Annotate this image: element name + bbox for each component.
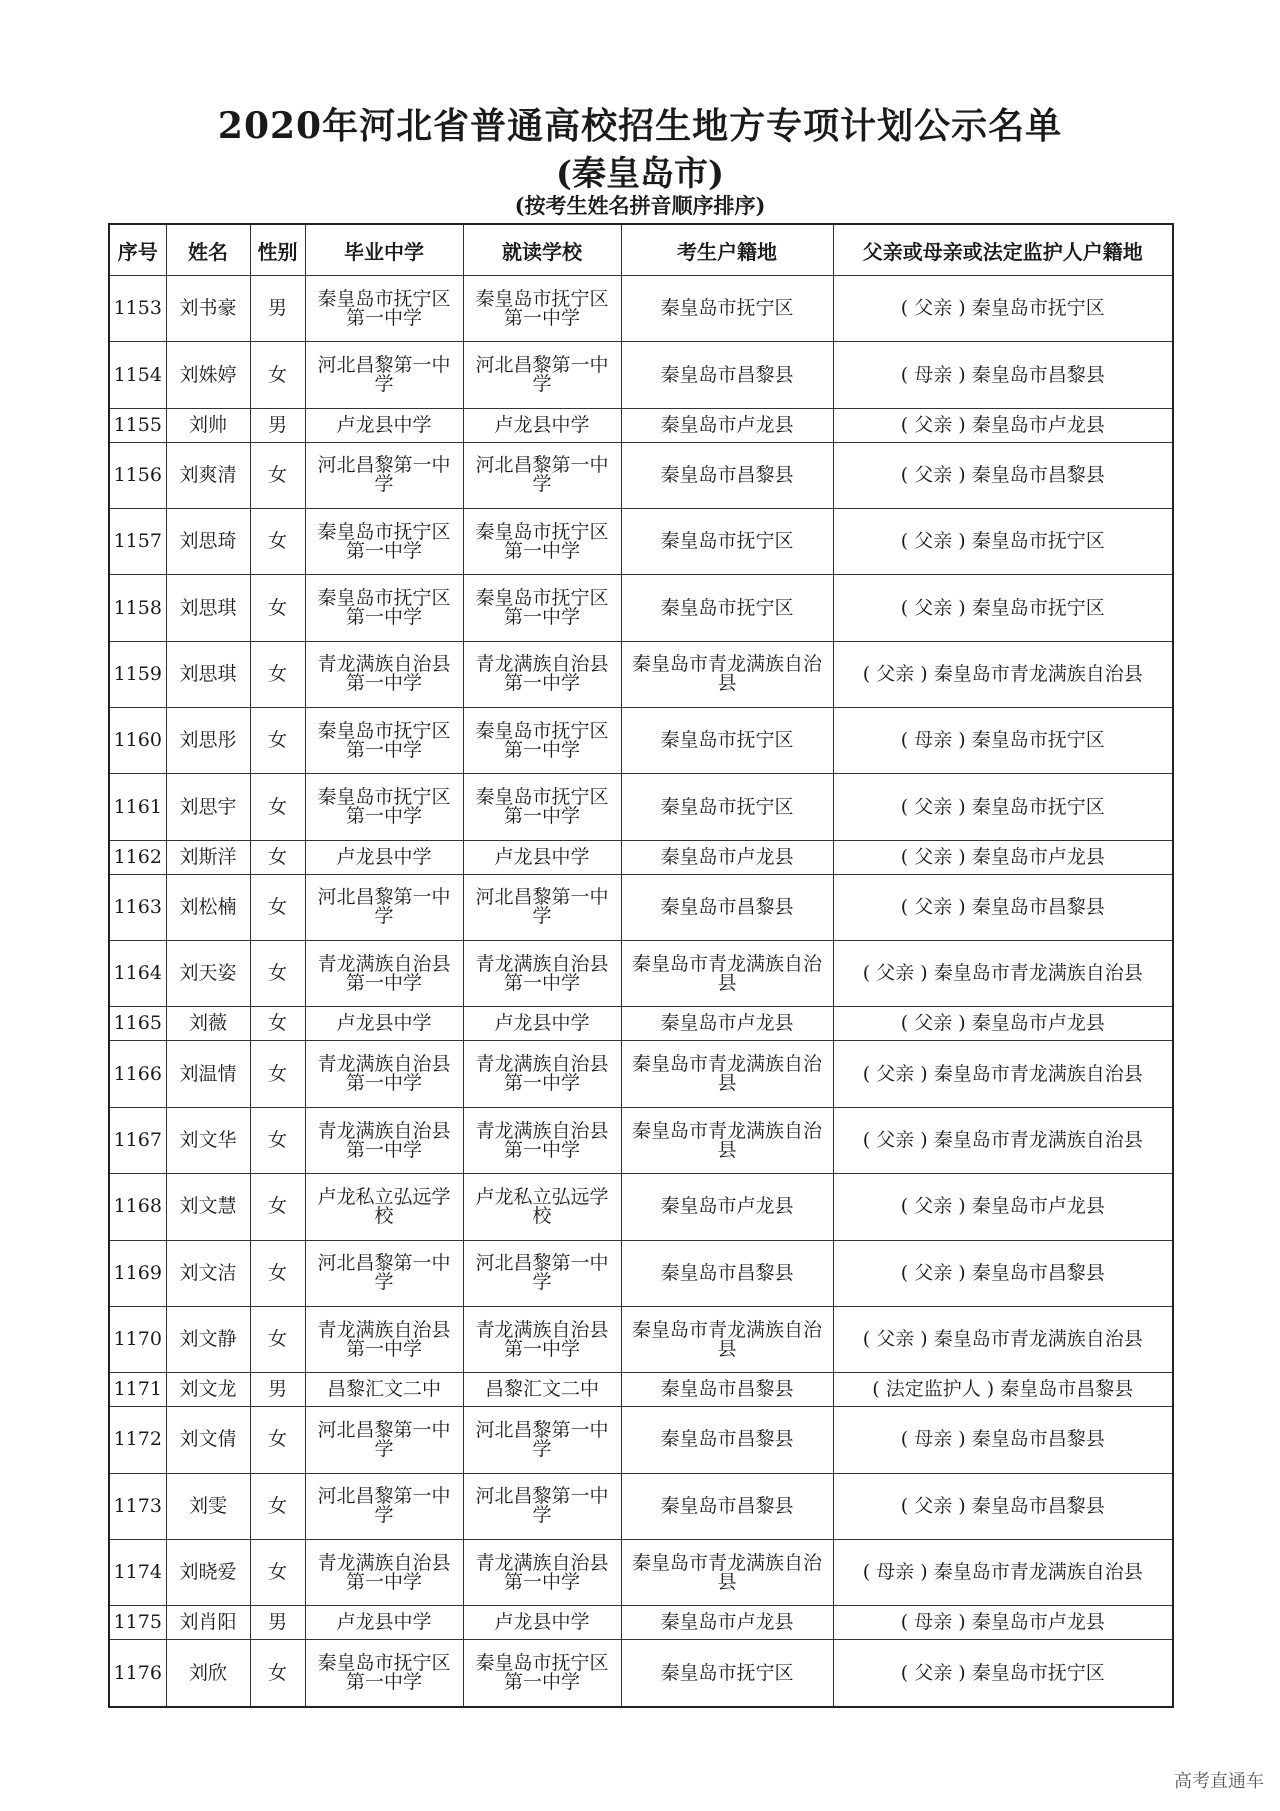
cell-hukou: 秦皇岛市昌黎县 <box>621 342 833 408</box>
cell-gender: 男 <box>250 408 305 442</box>
cell-name: 刘温情 <box>166 1041 250 1107</box>
cell-guardian-hukou: ( 父亲 ) 秦皇岛市青龙满族自治县 <box>833 1306 1173 1372</box>
table-row <box>109 874 1173 940</box>
cell-hukou: 秦皇岛市昌黎县 <box>621 1473 833 1539</box>
cell-current-school: 河北昌黎第一中学 <box>463 1473 621 1539</box>
cell-seq: 1170 <box>109 1306 166 1372</box>
cell-gender: 男 <box>250 1373 305 1407</box>
cell-grad-school: 青龙满族自治县第一中学 <box>305 1539 463 1605</box>
cell-name: 刘思彤 <box>166 708 250 774</box>
cell-seq: 1172 <box>109 1407 166 1473</box>
cell-gender: 女 <box>250 941 305 1007</box>
table-row <box>109 1174 1173 1240</box>
cell-hukou: 秦皇岛市卢龙县 <box>621 1606 833 1640</box>
cell-guardian-hukou: ( 父亲 ) 秦皇岛市卢龙县 <box>833 1007 1173 1041</box>
cell-hukou: 秦皇岛市昌黎县 <box>621 1373 833 1407</box>
cell-guardian-hukou: ( 父亲 ) 秦皇岛市昌黎县 <box>833 442 1173 508</box>
cell-guardian-hukou: ( 父亲 ) 秦皇岛市青龙满族自治县 <box>833 941 1173 1007</box>
cell-grad-school: 昌黎汇文二中 <box>305 1373 463 1407</box>
table-row <box>109 774 1173 840</box>
table-row <box>109 1539 1173 1605</box>
cell-guardian-hukou: ( 父亲 ) 秦皇岛市卢龙县 <box>833 1174 1173 1240</box>
cell-seq: 1165 <box>109 1007 166 1041</box>
cell-grad-school: 河北昌黎第一中学 <box>305 1473 463 1539</box>
cell-name: 刘思琪 <box>166 641 250 707</box>
cell-gender: 女 <box>250 1640 305 1707</box>
cell-seq: 1159 <box>109 641 166 707</box>
cell-name: 刘欣 <box>166 1640 250 1707</box>
cell-name: 刘姝婷 <box>166 342 250 408</box>
cell-grad-school: 卢龙县中学 <box>305 408 463 442</box>
cell-grad-school: 秦皇岛市抚宁区第一中学 <box>305 509 463 575</box>
table-row <box>109 1107 1173 1173</box>
table-row <box>109 840 1173 874</box>
table-row <box>109 1606 1173 1640</box>
cell-seq: 1153 <box>109 276 166 342</box>
cell-seq: 1168 <box>109 1174 166 1240</box>
cell-seq: 1160 <box>109 708 166 774</box>
cell-name: 刘书豪 <box>166 276 250 342</box>
cell-hukou: 秦皇岛市抚宁区 <box>621 276 833 342</box>
cell-hukou: 秦皇岛市青龙满族自治县 <box>621 1107 833 1173</box>
cell-guardian-hukou: ( 父亲 ) 秦皇岛市青龙满族自治县 <box>833 641 1173 707</box>
cell-current-school: 昌黎汇文二中 <box>463 1373 621 1407</box>
cell-gender: 女 <box>250 1107 305 1173</box>
cell-hukou: 秦皇岛市青龙满族自治县 <box>621 941 833 1007</box>
page-title: 2020年河北省普通高校招生地方专项计划公示名单 <box>217 105 1063 147</box>
cell-seq: 1174 <box>109 1539 166 1605</box>
cell-name: 刘雯 <box>166 1473 250 1539</box>
cell-hukou: 秦皇岛市昌黎县 <box>621 442 833 508</box>
cell-seq: 1175 <box>109 1606 166 1640</box>
cell-current-school: 秦皇岛市抚宁区第一中学 <box>463 708 621 774</box>
cell-gender: 女 <box>250 641 305 707</box>
cell-guardian-hukou: ( 法定监护人 ) 秦皇岛市昌黎县 <box>833 1373 1173 1407</box>
cell-current-school: 河北昌黎第一中学 <box>463 442 621 508</box>
cell-current-school: 青龙满族自治县第一中学 <box>463 1041 621 1107</box>
cell-guardian-hukou: ( 父亲 ) 秦皇岛市卢龙县 <box>833 840 1173 874</box>
cell-name: 刘晓爱 <box>166 1539 250 1605</box>
cell-gender: 女 <box>250 1473 305 1539</box>
cell-guardian-hukou: ( 母亲 ) 秦皇岛市青龙满族自治县 <box>833 1539 1173 1605</box>
cell-current-school: 河北昌黎第一中学 <box>463 1240 621 1306</box>
cell-current-school: 卢龙县中学 <box>463 840 621 874</box>
cell-current-school: 河北昌黎第一中学 <box>463 874 621 940</box>
cell-guardian-hukou: ( 母亲 ) 秦皇岛市昌黎县 <box>833 342 1173 408</box>
cell-hukou: 秦皇岛市青龙满族自治县 <box>621 1041 833 1107</box>
cell-gender: 男 <box>250 276 305 342</box>
cell-current-school: 青龙满族自治县第一中学 <box>463 1107 621 1173</box>
cell-gender: 女 <box>250 1407 305 1473</box>
cell-gender: 女 <box>250 774 305 840</box>
cell-guardian-hukou: ( 父亲 ) 秦皇岛市卢龙县 <box>833 408 1173 442</box>
cell-seq: 1164 <box>109 941 166 1007</box>
cell-current-school: 河北昌黎第一中学 <box>463 342 621 408</box>
table-row <box>109 1041 1173 1107</box>
table-row <box>109 408 1173 442</box>
watermark: 高考直通车 <box>1174 1771 1264 1792</box>
cell-current-school: 卢龙私立弘远学校 <box>463 1174 621 1240</box>
table-row <box>109 1306 1173 1372</box>
cell-name: 刘文静 <box>166 1306 250 1372</box>
cell-seq: 1155 <box>109 408 166 442</box>
cell-grad-school: 秦皇岛市抚宁区第一中学 <box>305 708 463 774</box>
cell-name: 刘天姿 <box>166 941 250 1007</box>
cell-hukou: 秦皇岛市抚宁区 <box>621 1640 833 1707</box>
cell-hukou: 秦皇岛市青龙满族自治县 <box>621 641 833 707</box>
cell-seq: 1171 <box>109 1373 166 1407</box>
cell-guardian-hukou: ( 父亲 ) 秦皇岛市抚宁区 <box>833 1640 1173 1707</box>
cell-gender: 女 <box>250 1539 305 1605</box>
cell-gender: 女 <box>250 874 305 940</box>
cell-hukou: 秦皇岛市抚宁区 <box>621 509 833 575</box>
cell-gender: 女 <box>250 1174 305 1240</box>
cell-name: 刘文华 <box>166 1107 250 1173</box>
cell-hukou: 秦皇岛市抚宁区 <box>621 774 833 840</box>
cell-grad-school: 卢龙县中学 <box>305 1007 463 1041</box>
cell-grad-school: 卢龙县中学 <box>305 840 463 874</box>
cell-seq: 1167 <box>109 1107 166 1173</box>
cell-name: 刘松楠 <box>166 874 250 940</box>
cell-hukou: 秦皇岛市卢龙县 <box>621 1174 833 1240</box>
cell-grad-school: 卢龙县中学 <box>305 1606 463 1640</box>
cell-gender: 女 <box>250 1240 305 1306</box>
cell-current-school: 秦皇岛市抚宁区第一中学 <box>463 1640 621 1707</box>
cell-guardian-hukou: ( 母亲 ) 秦皇岛市昌黎县 <box>833 1407 1173 1473</box>
cell-gender: 女 <box>250 1306 305 1372</box>
cell-name: 刘思琦 <box>166 509 250 575</box>
cell-current-school: 秦皇岛市抚宁区第一中学 <box>463 575 621 641</box>
cell-grad-school: 河北昌黎第一中学 <box>305 1407 463 1473</box>
cell-guardian-hukou: ( 父亲 ) 秦皇岛市昌黎县 <box>833 1473 1173 1539</box>
cell-grad-school: 青龙满族自治县第一中学 <box>305 1306 463 1372</box>
table-row <box>109 575 1173 641</box>
page-subtitle: (秦皇岛市) <box>555 154 725 194</box>
cell-grad-school: 秦皇岛市抚宁区第一中学 <box>305 276 463 342</box>
column-header: 性别 <box>250 224 305 276</box>
cell-seq: 1161 <box>109 774 166 840</box>
table-row <box>109 641 1173 707</box>
cell-current-school: 河北昌黎第一中学 <box>463 1407 621 1473</box>
cell-hukou: 秦皇岛市昌黎县 <box>621 1407 833 1473</box>
cell-current-school: 卢龙县中学 <box>463 1007 621 1041</box>
cell-current-school: 卢龙县中学 <box>463 408 621 442</box>
cell-gender: 女 <box>250 708 305 774</box>
cell-current-school: 秦皇岛市抚宁区第一中学 <box>463 774 621 840</box>
cell-current-school: 秦皇岛市抚宁区第一中学 <box>463 509 621 575</box>
column-header: 就读学校 <box>463 224 621 276</box>
cell-name: 刘帅 <box>166 408 250 442</box>
cell-current-school: 秦皇岛市抚宁区第一中学 <box>463 276 621 342</box>
cell-seq: 1162 <box>109 840 166 874</box>
cell-gender: 女 <box>250 342 305 408</box>
table-row <box>109 442 1173 508</box>
cell-seq: 1157 <box>109 509 166 575</box>
cell-grad-school: 河北昌黎第一中学 <box>305 874 463 940</box>
cell-name: 刘思宇 <box>166 774 250 840</box>
table-row <box>109 509 1173 575</box>
cell-name: 刘斯洋 <box>166 840 250 874</box>
column-header: 姓名 <box>166 224 250 276</box>
cell-gender: 男 <box>250 1606 305 1640</box>
cell-guardian-hukou: ( 父亲 ) 秦皇岛市昌黎县 <box>833 874 1173 940</box>
cell-seq: 1166 <box>109 1041 166 1107</box>
column-header: 毕业中学 <box>305 224 463 276</box>
cell-seq: 1169 <box>109 1240 166 1306</box>
cell-gender: 女 <box>250 840 305 874</box>
cell-grad-school: 河北昌黎第一中学 <box>305 342 463 408</box>
cell-hukou: 秦皇岛市抚宁区 <box>621 575 833 641</box>
cell-grad-school: 秦皇岛市抚宁区第一中学 <box>305 774 463 840</box>
cell-guardian-hukou: ( 父亲 ) 秦皇岛市抚宁区 <box>833 509 1173 575</box>
cell-guardian-hukou: ( 母亲 ) 秦皇岛市卢龙县 <box>833 1606 1173 1640</box>
cell-seq: 1158 <box>109 575 166 641</box>
cell-guardian-hukou: ( 父亲 ) 秦皇岛市青龙满族自治县 <box>833 1107 1173 1173</box>
cell-hukou: 秦皇岛市昌黎县 <box>621 874 833 940</box>
cell-seq: 1163 <box>109 874 166 940</box>
cell-grad-school: 秦皇岛市抚宁区第一中学 <box>305 1640 463 1707</box>
cell-current-school: 卢龙县中学 <box>463 1606 621 1640</box>
cell-grad-school: 河北昌黎第一中学 <box>305 1240 463 1306</box>
cell-name: 刘文慧 <box>166 1174 250 1240</box>
column-header: 父亲或母亲或法定监护人户籍地 <box>833 224 1173 276</box>
cell-grad-school: 青龙满族自治县第一中学 <box>305 1041 463 1107</box>
column-header: 序号 <box>109 224 166 276</box>
cell-seq: 1176 <box>109 1640 166 1707</box>
cell-grad-school: 河北昌黎第一中学 <box>305 442 463 508</box>
cell-name: 刘肖阳 <box>166 1606 250 1640</box>
cell-name: 刘文龙 <box>166 1373 250 1407</box>
cell-current-school: 青龙满族自治县第一中学 <box>463 941 621 1007</box>
cell-grad-school: 青龙满族自治县第一中学 <box>305 1107 463 1173</box>
table-row <box>109 1407 1173 1473</box>
cell-guardian-hukou: ( 父亲 ) 秦皇岛市青龙满族自治县 <box>833 1041 1173 1107</box>
table-row <box>109 1240 1173 1306</box>
table-header-row <box>109 224 1173 276</box>
cell-grad-school: 秦皇岛市抚宁区第一中学 <box>305 575 463 641</box>
cell-hukou: 秦皇岛市卢龙县 <box>621 1007 833 1041</box>
cell-hukou: 秦皇岛市抚宁区 <box>621 708 833 774</box>
cell-guardian-hukou: ( 母亲 ) 秦皇岛市抚宁区 <box>833 708 1173 774</box>
cell-guardian-hukou: ( 父亲 ) 秦皇岛市抚宁区 <box>833 276 1173 342</box>
cell-gender: 女 <box>250 442 305 508</box>
cell-grad-school: 青龙满族自治县第一中学 <box>305 941 463 1007</box>
cell-current-school: 青龙满族自治县第一中学 <box>463 641 621 707</box>
column-header: 考生户籍地 <box>621 224 833 276</box>
roster-table <box>108 223 1174 1708</box>
cell-name: 刘文倩 <box>166 1407 250 1473</box>
cell-hukou: 秦皇岛市卢龙县 <box>621 408 833 442</box>
cell-hukou: 秦皇岛市昌黎县 <box>621 1240 833 1306</box>
cell-hukou: 秦皇岛市青龙满族自治县 <box>621 1539 833 1605</box>
cell-seq: 1154 <box>109 342 166 408</box>
cell-gender: 女 <box>250 575 305 641</box>
cell-hukou: 秦皇岛市青龙满族自治县 <box>621 1306 833 1372</box>
cell-guardian-hukou: ( 父亲 ) 秦皇岛市抚宁区 <box>833 774 1173 840</box>
cell-seq: 1156 <box>109 442 166 508</box>
cell-seq: 1173 <box>109 1473 166 1539</box>
cell-gender: 女 <box>250 1041 305 1107</box>
cell-grad-school: 卢龙私立弘远学校 <box>305 1174 463 1240</box>
table-row <box>109 941 1173 1007</box>
cell-gender: 女 <box>250 509 305 575</box>
cell-hukou: 秦皇岛市卢龙县 <box>621 840 833 874</box>
cell-current-school: 青龙满族自治县第一中学 <box>463 1306 621 1372</box>
table-row <box>109 1007 1173 1041</box>
table-row <box>109 1473 1173 1539</box>
table-row <box>109 1373 1173 1407</box>
table-row <box>109 708 1173 774</box>
cell-name: 刘爽清 <box>166 442 250 508</box>
table-row <box>109 276 1173 342</box>
cell-grad-school: 青龙满族自治县第一中学 <box>305 641 463 707</box>
roster-body <box>109 276 1173 1708</box>
cell-name: 刘文洁 <box>166 1240 250 1306</box>
cell-current-school: 青龙满族自治县第一中学 <box>463 1539 621 1605</box>
cell-guardian-hukou: ( 父亲 ) 秦皇岛市昌黎县 <box>833 1240 1173 1306</box>
table-row <box>109 342 1173 408</box>
cell-name: 刘薇 <box>166 1007 250 1041</box>
cell-name: 刘思琪 <box>166 575 250 641</box>
table-row <box>109 1640 1173 1707</box>
cell-guardian-hukou: ( 父亲 ) 秦皇岛市抚宁区 <box>833 575 1173 641</box>
sort-note: (按考生姓名拼音顺序排序) <box>514 193 766 218</box>
cell-gender: 女 <box>250 1007 305 1041</box>
